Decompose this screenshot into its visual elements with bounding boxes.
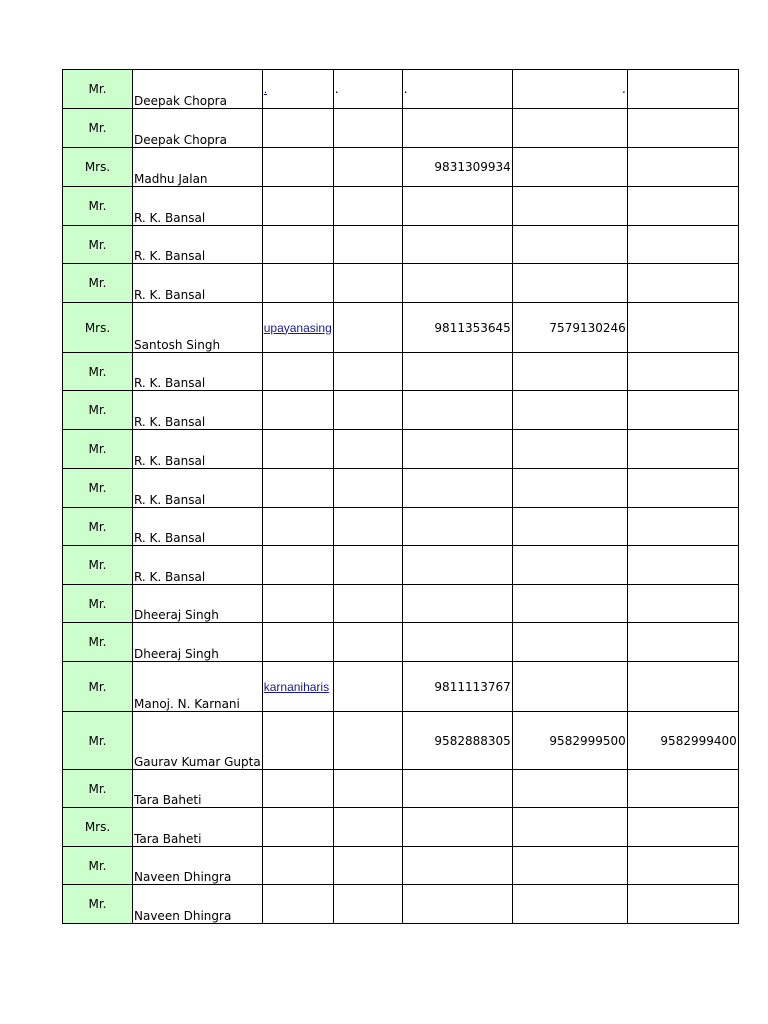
email-link[interactable]: karnaniharis [263,679,330,694]
phone3-cell[interactable] [627,623,738,662]
email-cell[interactable] [262,770,333,808]
title-cell[interactable]: Mr. [63,187,133,226]
name-cell[interactable]: R. K. Bansal [133,226,263,264]
email-cell[interactable] [262,847,333,885]
phone1-cell[interactable]: 9811113767 [402,662,512,712]
name-cell[interactable]: Manoj. N. Karnani [133,662,263,712]
phone3-cell[interactable] [627,808,738,847]
table-row [63,770,739,808]
name-cell[interactable]: Madhu Jalan [133,148,263,187]
table-row [63,226,739,264]
phone1-cell[interactable]: 9582888305 [402,712,512,770]
phone2-cell[interactable] [512,353,627,391]
phone1-cell[interactable]: . [402,70,512,109]
title-cell[interactable]: Mrs. [63,303,133,353]
phone3-cell[interactable] [627,226,738,264]
name-cell[interactable]: R. K. Bansal [133,187,263,226]
email-cell[interactable] [262,226,333,264]
cell-col4[interactable] [333,264,402,303]
phone1-cell[interactable] [402,353,512,391]
phone1-cell[interactable] [402,885,512,924]
email-cell[interactable] [262,808,333,847]
phone3-cell[interactable] [627,430,738,469]
email-cell[interactable] [262,70,333,109]
title-cell[interactable]: Mr. [63,70,133,109]
name-cell[interactable]: R. K. Bansal [133,508,263,546]
table-row [63,847,739,885]
name-cell[interactable]: Dheeraj Singh [133,623,263,662]
title-cell[interactable]: Mr. [63,226,133,264]
title-cell[interactable]: Mr. [63,109,133,148]
phone1-cell[interactable] [402,264,512,303]
title-cell[interactable]: Mr. [63,469,133,508]
cell-col4[interactable] [333,353,402,391]
name-cell[interactable]: R. K. Bansal [133,391,263,430]
cell-col4[interactable] [333,712,402,770]
phone3-cell[interactable] [627,847,738,885]
phone3-cell[interactable] [627,303,738,353]
phone1-cell[interactable] [402,808,512,847]
phone1-cell[interactable] [402,430,512,469]
email-cell[interactable] [262,623,333,662]
phone3-cell[interactable]: 9582999400 [627,712,738,770]
title-cell[interactable]: Mr. [63,885,133,924]
name-cell[interactable]: R. K. Bansal [133,469,263,508]
cell-col4[interactable] [333,391,402,430]
cell-col4[interactable] [333,808,402,847]
phone1-cell[interactable] [402,187,512,226]
phone2-cell[interactable]: 9582999500 [512,712,627,770]
title-cell[interactable]: Mrs. [63,148,133,187]
cell-col4[interactable] [333,623,402,662]
title-cell[interactable]: Mr. [63,264,133,303]
table-row [63,353,739,391]
phone2-cell[interactable] [512,469,627,508]
phone2-cell[interactable] [512,508,627,546]
phone2-cell[interactable] [512,585,627,623]
title-cell[interactable]: Mr. [63,770,133,808]
email-link[interactable]: . [263,82,268,96]
email-cell[interactable] [262,546,333,585]
name-cell[interactable]: R. K. Bansal [133,264,263,303]
phone3-cell[interactable] [627,508,738,546]
phone2-cell[interactable] [512,546,627,585]
phone1-cell[interactable] [402,109,512,148]
name-cell[interactable]: Gaurav Kumar Gupta [133,712,263,770]
name-cell[interactable]: R. K. Bansal [133,430,263,469]
name-cell[interactable]: Deepak Chopra [133,70,263,109]
phone3-cell[interactable] [627,770,738,808]
email-cell[interactable] [262,148,333,187]
phone2-cell[interactable] [512,847,627,885]
phone3-cell[interactable] [627,885,738,924]
table-row [63,662,739,712]
phone2-cell[interactable] [512,623,627,662]
phone2-cell[interactable] [512,391,627,430]
email-cell[interactable] [262,187,333,226]
phone2-cell[interactable]: . [512,70,627,109]
phone1-cell[interactable] [402,623,512,662]
phone3-cell[interactable] [627,469,738,508]
phone1-cell[interactable] [402,546,512,585]
phone1-cell[interactable] [402,770,512,808]
phone2-cell[interactable] [512,148,627,187]
title-cell[interactable]: Mr. [63,353,133,391]
table-row [63,187,739,226]
table-row [63,585,739,623]
table-row [63,469,739,508]
contacts-table-body [63,70,739,924]
phone1-cell[interactable] [402,847,512,885]
email-cell[interactable] [262,712,333,770]
contacts-table [62,69,739,924]
phone2-cell[interactable] [512,430,627,469]
cell-col4[interactable] [333,148,402,187]
title-cell[interactable]: Mr. [63,546,133,585]
phone1-cell[interactable] [402,469,512,508]
table-row [63,808,739,847]
phone2-cell[interactable] [512,770,627,808]
phone3-cell[interactable] [627,662,738,712]
email-cell[interactable] [262,662,333,712]
name-cell[interactable]: Santosh Singh [133,303,263,353]
phone3-cell[interactable] [627,264,738,303]
title-cell[interactable]: Mr. [63,585,133,623]
cell-col4[interactable] [333,109,402,148]
phone2-cell[interactable] [512,187,627,226]
phone2-cell[interactable] [512,808,627,847]
table-row [63,712,739,770]
phone3-cell[interactable] [627,546,738,585]
cell-col4[interactable] [333,430,402,469]
table-row [63,623,739,662]
name-cell[interactable]: Tara Baheti [133,770,263,808]
phone2-cell[interactable]: 7579130246 [512,303,627,353]
phone2-cell[interactable] [512,109,627,148]
name-cell[interactable]: R. K. Bansal [133,546,263,585]
phone1-cell[interactable]: 9811353645 [402,303,512,353]
phone3-cell[interactable] [627,353,738,391]
cell-col4[interactable]: . [333,70,402,109]
phone1-cell[interactable] [402,508,512,546]
phone1-cell[interactable]: 9831309934 [402,148,512,187]
phone2-cell[interactable] [512,264,627,303]
table-row [63,546,739,585]
phone1-cell[interactable] [402,585,512,623]
title-cell[interactable]: Mr. [63,662,133,712]
phone3-cell[interactable] [627,70,738,109]
phone3-cell[interactable] [627,187,738,226]
table-row [63,70,739,109]
email-link[interactable]: upayanasing [263,320,332,335]
phone2-cell[interactable] [512,662,627,712]
name-cell[interactable]: Deepak Chopra [133,109,263,148]
cell-col4[interactable] [333,303,402,353]
name-cell[interactable]: Naveen Dhingra [133,885,263,924]
table-row [63,264,739,303]
phone3-cell[interactable] [627,585,738,623]
title-cell[interactable]: Mr. [63,712,133,770]
phone1-cell[interactable] [402,226,512,264]
phone3-cell[interactable] [627,109,738,148]
phone1-cell[interactable] [402,391,512,430]
cell-col4[interactable] [333,885,402,924]
cell-col4[interactable] [333,469,402,508]
phone2-cell[interactable] [512,885,627,924]
name-cell[interactable]: Tara Baheti [133,808,263,847]
cell-col4[interactable] [333,546,402,585]
table-row [63,303,739,353]
title-cell[interactable]: Mr. [63,623,133,662]
email-cell[interactable] [262,508,333,546]
table-row [63,885,739,924]
email-cell[interactable] [262,353,333,391]
email-cell[interactable] [262,391,333,430]
title-cell[interactable]: Mr. [63,847,133,885]
name-cell[interactable]: Dheeraj Singh [133,585,263,623]
cell-col4[interactable] [333,662,402,712]
title-cell[interactable]: Mrs. [63,808,133,847]
cell-col4[interactable] [333,770,402,808]
phone3-cell[interactable] [627,391,738,430]
email-cell[interactable] [262,469,333,508]
name-cell[interactable]: R. K. Bansal [133,353,263,391]
table-row [63,109,739,148]
email-cell[interactable] [262,109,333,148]
cell-col4[interactable] [333,847,402,885]
email-cell[interactable] [262,430,333,469]
title-cell[interactable]: Mr. [63,391,133,430]
table-row [63,430,739,469]
cell-col4[interactable] [333,187,402,226]
table-row [63,391,739,430]
title-cell[interactable]: Mr. [63,430,133,469]
email-cell[interactable] [262,585,333,623]
email-cell[interactable] [262,264,333,303]
table-row [63,508,739,546]
email-cell[interactable] [262,885,333,924]
title-cell[interactable]: Mr. [63,508,133,546]
name-cell[interactable]: Naveen Dhingra [133,847,263,885]
cell-col4[interactable] [333,508,402,546]
cell-col4[interactable] [333,585,402,623]
cell-col4[interactable] [333,226,402,264]
email-cell[interactable] [262,303,333,353]
phone3-cell[interactable] [627,148,738,187]
phone2-cell[interactable] [512,226,627,264]
table-row [63,148,739,187]
